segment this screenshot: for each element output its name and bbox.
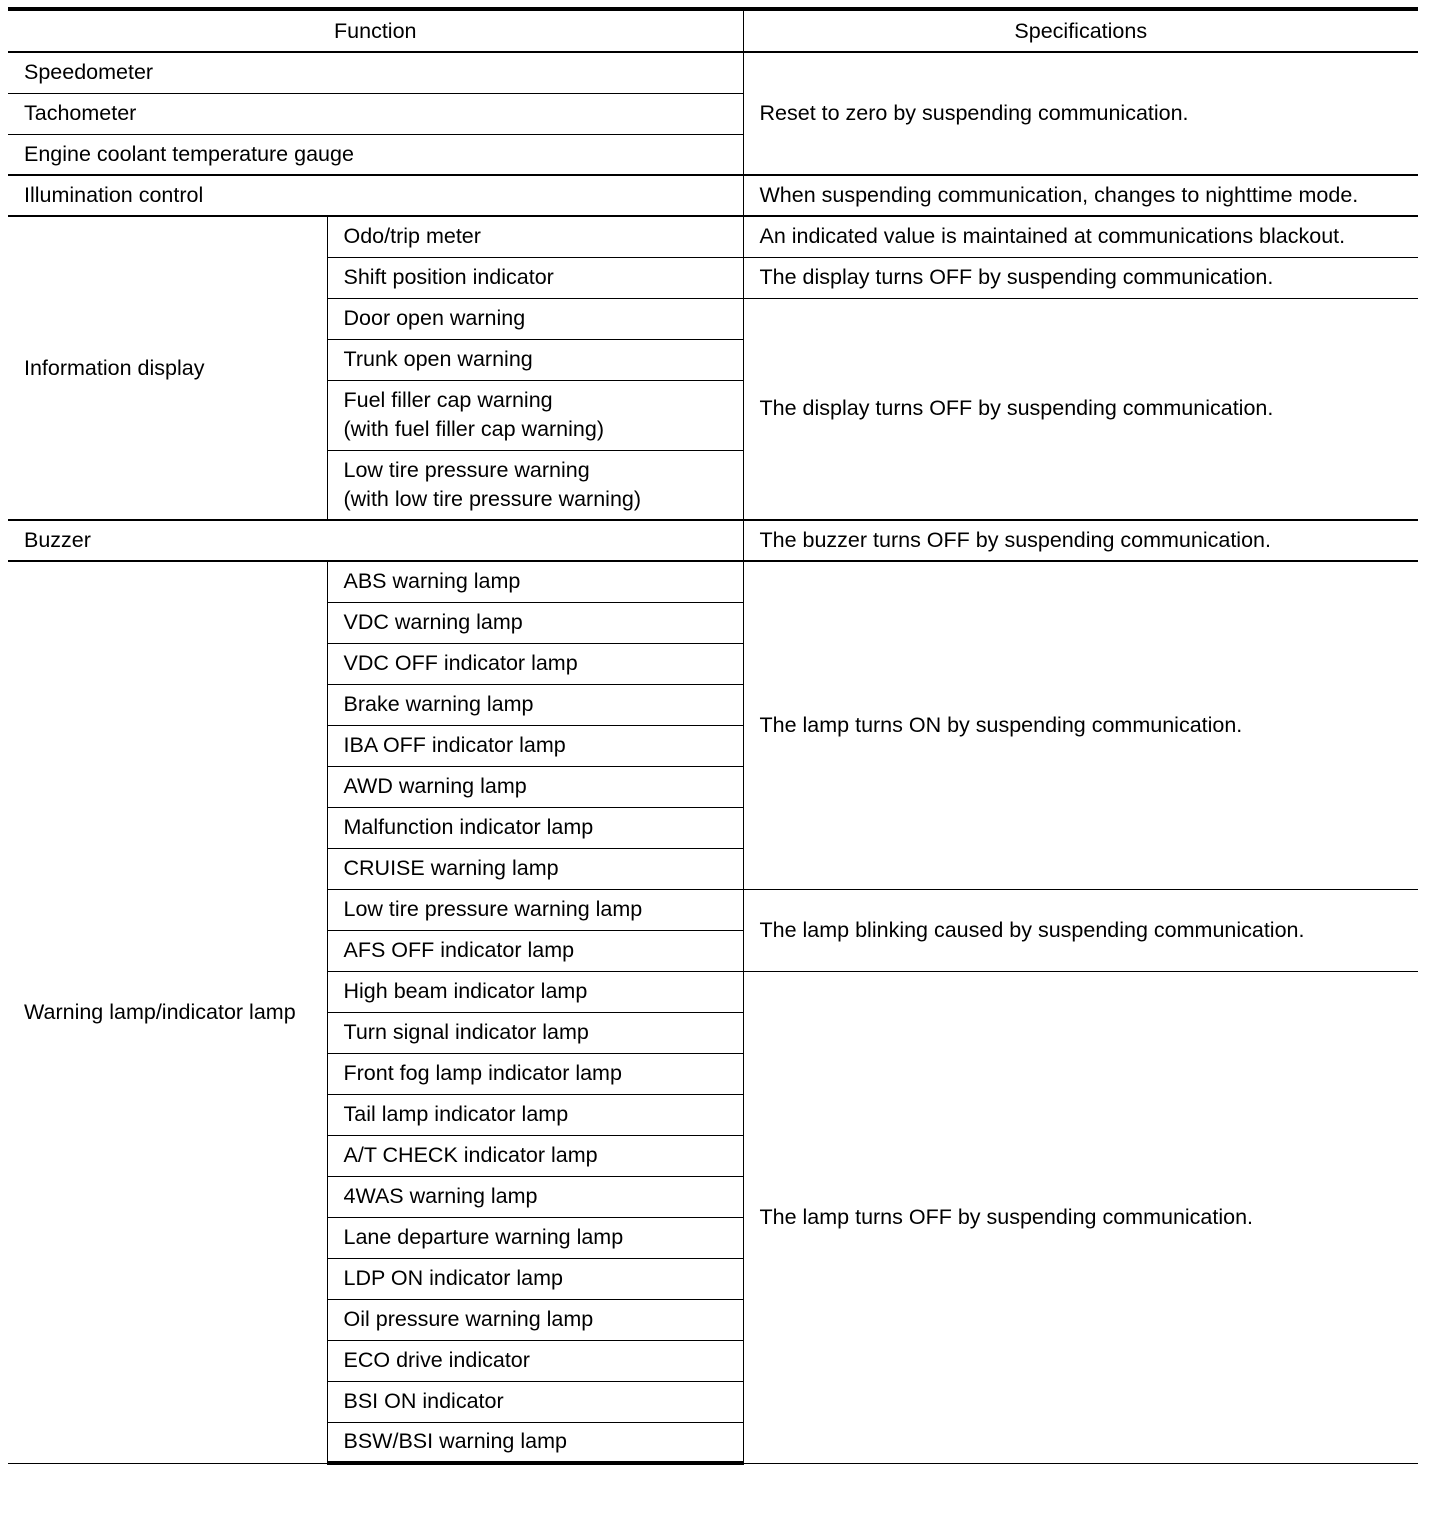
function-trunk-open: Trunk open warning	[327, 339, 743, 380]
lamp-name: A/T CHECK indicator lamp	[327, 1135, 743, 1176]
lamp-name: AFS OFF indicator lamp	[327, 930, 743, 971]
function-illumination: Illumination control	[8, 175, 743, 216]
spec-display-warnings: The display turns OFF by suspending communication.	[743, 298, 1418, 520]
spec-illumination: When suspending communication, changes to nighttime mode.	[743, 175, 1418, 216]
lamp-name: Malfunction indicator lamp	[327, 807, 743, 848]
spec-lamps-off: The lamp turns OFF by suspending communication.	[743, 971, 1418, 1463]
function-header: Function	[8, 9, 743, 52]
spec-shift-position: The display turns OFF by suspending communication.	[743, 257, 1418, 298]
lamp-name: CRUISE warning lamp	[327, 848, 743, 889]
function-low-tire-warning: Low tire pressure warning (with low tire pressure warning)	[327, 450, 743, 520]
lamp-name: LDP ON indicator lamp	[327, 1258, 743, 1299]
lamp-name: 4WAS warning lamp	[327, 1176, 743, 1217]
function-speedometer: Speedometer	[8, 52, 743, 93]
table-row	[8, 520, 1418, 561]
lamp-name: Turn signal indicator lamp	[327, 1012, 743, 1053]
lamp-name: BSI ON indicator	[327, 1381, 743, 1422]
spec-lamps-blink: The lamp blinking caused by suspending communication.	[743, 889, 1418, 971]
function-fuel-filler: Fuel filler cap warning (with fuel filler cap warning)	[327, 380, 743, 450]
function-tachometer: Tachometer	[8, 93, 743, 134]
spec-lamps-on: The lamp turns ON by suspending communication.	[743, 561, 1418, 889]
function-buzzer: Buzzer	[8, 520, 743, 561]
lamp-name: BSW/BSI warning lamp	[327, 1422, 743, 1463]
lamp-name: VDC warning lamp	[327, 602, 743, 643]
lamp-name: ECO drive indicator	[327, 1340, 743, 1381]
lamp-name: Oil pressure warning lamp	[327, 1299, 743, 1340]
lamp-name: Lane departure warning lamp	[327, 1217, 743, 1258]
specifications-header: Specifications	[743, 9, 1418, 52]
lamp-name: High beam indicator lamp	[327, 971, 743, 1012]
lamp-name: Tail lamp indicator lamp	[327, 1094, 743, 1135]
table-row	[8, 52, 1418, 93]
spec-buzzer: The buzzer turns OFF by suspending communication.	[743, 520, 1418, 561]
function-shift-position: Shift position indicator	[327, 257, 743, 298]
function-odo-trip: Odo/trip meter	[327, 216, 743, 257]
table-row	[8, 175, 1418, 216]
function-door-open: Door open warning	[327, 298, 743, 339]
lamp-name: Front fog lamp indicator lamp	[327, 1053, 743, 1094]
lamp-name: AWD warning lamp	[327, 766, 743, 807]
spec-odo-trip: An indicated value is maintained at communications blackout.	[743, 216, 1418, 257]
lamp-name: IBA OFF indicator lamp	[327, 725, 743, 766]
lamp-name: Low tire pressure warning lamp	[327, 889, 743, 930]
lamp-name: ABS warning lamp	[327, 561, 743, 602]
spec-gauges: Reset to zero by suspending communication.	[743, 52, 1418, 175]
header-row	[8, 9, 1418, 52]
group-warning-lamp: Warning lamp/indicator lamp	[8, 561, 327, 1463]
table-row	[8, 216, 1418, 257]
lamp-name: Brake warning lamp	[327, 684, 743, 725]
function-engine-coolant: Engine coolant temperature gauge	[8, 134, 743, 175]
group-information-display: Information display	[8, 216, 327, 520]
table-row	[8, 561, 1418, 602]
function-spec-table	[8, 7, 1418, 1465]
lamp-name: VDC OFF indicator lamp	[327, 643, 743, 684]
